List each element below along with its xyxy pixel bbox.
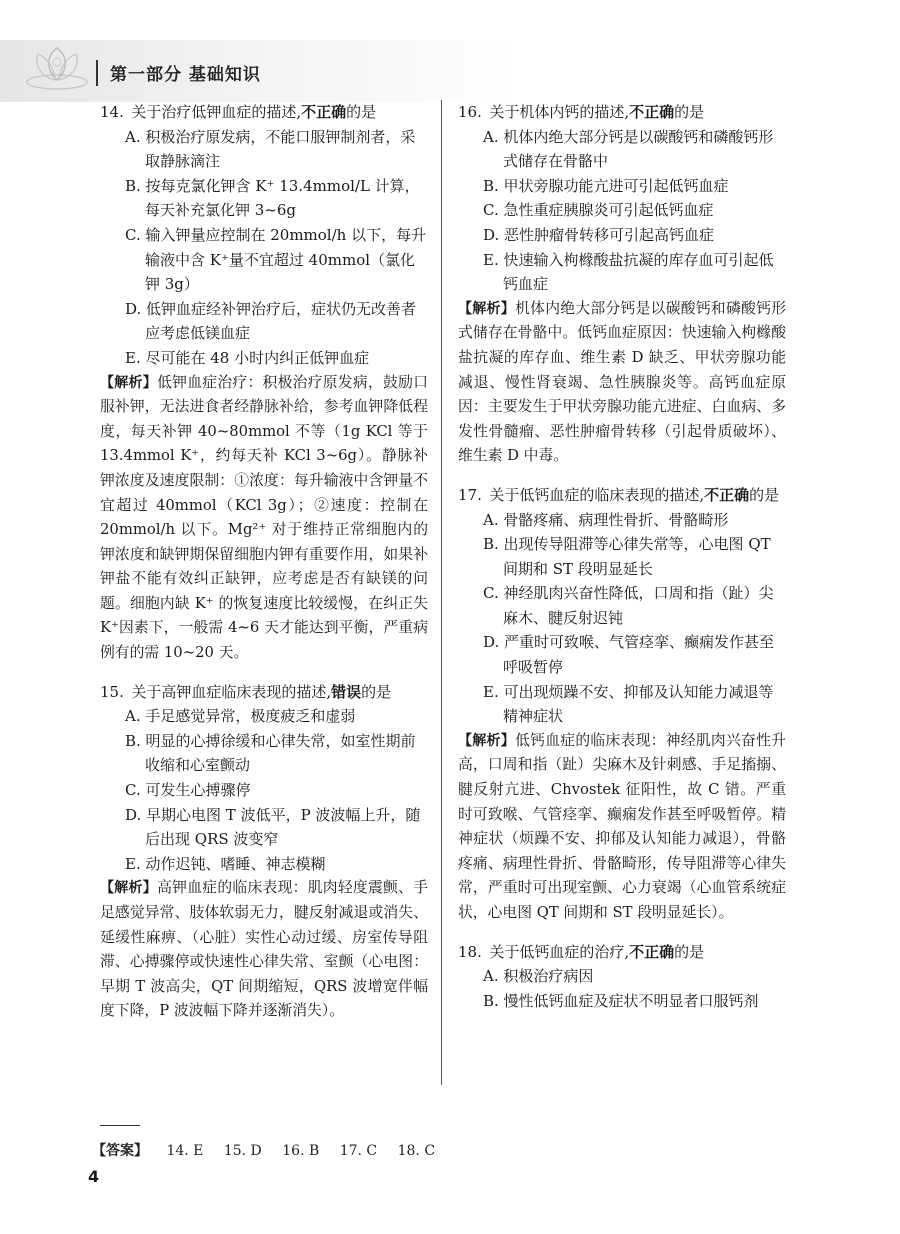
- option-c: C. 急性重症胰腺炎可引起低钙血症: [483, 201, 714, 220]
- stem-emphasis: 错误: [331, 682, 362, 701]
- option-e: E. 可出现烦躁不安、抑郁及认知能力减退等精神症状: [483, 682, 774, 726]
- option-a: A. 骨骼疼痛、病理性骨折、骨骼畸形: [483, 510, 729, 529]
- footnote-rule: [100, 1125, 140, 1126]
- question-15: [100, 680, 428, 1024]
- question-number: 17.: [458, 485, 482, 504]
- stem-text-end: 的是: [346, 103, 377, 121]
- question-stem: [100, 680, 428, 705]
- explanation: [458, 297, 786, 469]
- question-number: 14.: [100, 103, 124, 121]
- lotus-logo-icon: [22, 42, 92, 96]
- answer-item: 17. C: [339, 1143, 378, 1159]
- answer-item: 14. E: [166, 1143, 204, 1159]
- answer-item: 16. B: [282, 1143, 320, 1159]
- question-number: 18.: [458, 942, 482, 961]
- question-number: 16.: [458, 103, 482, 121]
- option-d: D. 严重时可致喉、气管痉挛、癫痫发作甚至呼吸暂停: [483, 633, 775, 677]
- question-14: [100, 100, 428, 666]
- question-stem: [458, 100, 786, 125]
- option-b: B. 慢性低钙血症及症状不明显者口服钙剂: [483, 991, 759, 1010]
- explanation: [100, 876, 428, 1024]
- question-stem: [458, 483, 786, 508]
- section-title: 第一部分 基础知识: [110, 65, 261, 85]
- option-c: C. 输入钾量应控制在 20mmol/h 以下，每升输液中含 K⁺量不宜超过 40mmol（氯化钾 3g）: [125, 225, 427, 294]
- explanation-text: 机体内绝大部分钙是以碳酸钙和磷酸钙形式储存在骨骼中。低钙血症原因：快速输入枸橼酸盐抗凝的库存血、维生素 D 缺乏、甲状旁腺功能减退、慢性肾衰竭、急性胰腺炎等。高钙血症原因：主要发生于甲状旁腺功能亢进症、白血病、多发性骨髓瘤、恶性肿瘤骨转移（引起骨质破坏）、维生素 D 中毒。: [458, 299, 786, 465]
- option-b: B. 出现传导阻滞等心律失常等，心电图 QT 间期和 ST 段明显延长: [483, 535, 771, 578]
- explanation-text: 高钾血症的临床表现：肌肉轻度震颤、手足感觉异常、肢体软弱无力，腱反射减退或消失、延缓性麻痹、（心脏）实性心动过缓、房室传导阻滞、心搏骤停或快速性心律失常、室颤（心电图：早期 T 波高尖，QT 间期缩短，QRS 波增宽伴幅度下降，P 波波幅下降并逐渐消失）。: [100, 879, 428, 1020]
- explanation-text: 低钙血症的临床表现：神经肌肉兴奋性升高，口周和指（趾）尖麻木及针刺感、手足搐搦、腱反射亢进、Chvostek 征阳性，故 C 错。严重时可致喉、气管痉挛、癫痫发作甚至呼吸暂停。精神症状（烦躁不安、抑郁及认知能力减退），骨骼疼痛、病理性骨折、骨骼畸形，传导阻滞等心律失常，严重时可出现室颤、心力衰竭（心血管系统症状，心电图 QT 间期和 ST 段明显延长）。: [458, 731, 786, 921]
- stem-text: 关于低钙血症的治疗,: [489, 942, 630, 961]
- explanation-text: 低钾血症治疗：积极治疗原发病，鼓励口服补钾，无法进食者经静脉补给，参考血钾降低程度，每天补钾 40~80mmol 不等（1g KCl 等于 13.4mmol K⁺，约每天补 KCl 3~6g）。静脉补钾浓度及速度限制：①浓度：每升输液中含钾量不宜超过 40mmol（KCl 3g）；②速度：控制在 20mmol/h 以下。Mg²⁺ 对于维持正常细胞内的钾浓度和缺钾期保留细胞内钾有重要作用，如果补钾盐不能有效纠正缺钾，应考虑是否有缺镁的问题。细胞内缺 K⁺ 的恢复速度比较缓慢，在纠正失 K⁺因素下，一般需 4~6 天才能达到平衡，严重病例有的需 10~20 天。: [100, 373, 428, 662]
- question-16: [458, 100, 786, 469]
- stem-text-end: 的是: [674, 103, 705, 121]
- answer-item: 15. D: [223, 1143, 262, 1159]
- option-a: A. 积极治疗病因: [483, 967, 594, 986]
- stem-text: 关于低钙血症的临床表现的描述,: [489, 485, 705, 504]
- page-number: 4: [88, 1167, 100, 1186]
- left-column: [100, 100, 428, 1024]
- option-c: C. 神经肌肉兴奋性降低，口周和指（趾）尖麻木、腱反射迟钝: [483, 584, 774, 627]
- explanation-label: 【解析】: [100, 374, 158, 391]
- option-e: E. 尽可能在 48 小时内纠正低钾血症: [125, 348, 370, 367]
- stem-text: 关于机体内钙的描述,: [489, 103, 630, 121]
- answer-key: [92, 1140, 451, 1160]
- explanation: [458, 729, 786, 926]
- explanation-label: 【解析】: [458, 732, 516, 749]
- question-17: [458, 483, 786, 926]
- explanation-label: 【解析】: [100, 880, 158, 897]
- stem-text: 关于治疗低钾血症的描述,: [131, 103, 302, 121]
- explanation-label: 【解析】: [458, 300, 516, 317]
- stem-text-end: 的是: [749, 485, 780, 504]
- question-18: [458, 940, 786, 1014]
- right-column: [458, 100, 786, 1013]
- option-b: B. 明显的心搏徐缓和心律失常，如室性期前收缩和心室颤动: [125, 731, 416, 775]
- option-d: D. 早期心电图 T 波低平，P 波波幅上升，随后出现 QRS 波变窄: [125, 805, 421, 849]
- option-c: C. 可发生心搏骤停: [125, 781, 251, 800]
- stem-emphasis: 不正确: [629, 942, 675, 961]
- question-stem: [458, 940, 786, 965]
- header-divider: [96, 60, 98, 86]
- question-number: 15.: [100, 682, 124, 701]
- stem-emphasis: 不正确: [301, 103, 347, 121]
- question-stem: [100, 100, 428, 125]
- option-d: D. 低钾血症经补钾治疗后，症状仍无改善者应考虑低镁血症: [125, 299, 417, 343]
- stem-text-end: 的是: [674, 942, 705, 961]
- answer-item: 18. C: [397, 1143, 436, 1159]
- option-b: B. 按每克氯化钾含 K⁺ 13.4mmol/L 计算，每天补充氯化钾 3~6g: [125, 176, 420, 220]
- option-a: A. 手足感觉异常，极度疲乏和虚弱: [125, 707, 356, 726]
- option-e: E. 快速输入枸橼酸盐抗凝的库存血可引起低钙血症: [483, 250, 774, 294]
- stem-emphasis: 不正确: [704, 485, 750, 504]
- answer-key-label: 【答案】: [92, 1143, 148, 1159]
- option-a: A. 机体内绝大部分钙是以碳酸钙和磷酸钙形式储存在骨骼中: [483, 127, 774, 171]
- explanation: [100, 371, 428, 666]
- stem-text-end: 的是: [361, 682, 392, 701]
- stem-emphasis: 不正确: [629, 103, 675, 121]
- option-e: E. 动作迟钝、嗜睡、神志模糊: [125, 854, 326, 873]
- stem-text: 关于高钾血症临床表现的描述,: [131, 682, 332, 701]
- option-a: A. 积极治疗原发病，不能口服钾制剂者，采取静脉滴注: [125, 127, 416, 171]
- option-b: B. 甲状旁腺功能亢进可引起低钙血症: [483, 176, 729, 195]
- option-d: D. 恶性肿瘤骨转移可引起高钙血症: [483, 225, 715, 244]
- column-divider: [441, 100, 442, 1085]
